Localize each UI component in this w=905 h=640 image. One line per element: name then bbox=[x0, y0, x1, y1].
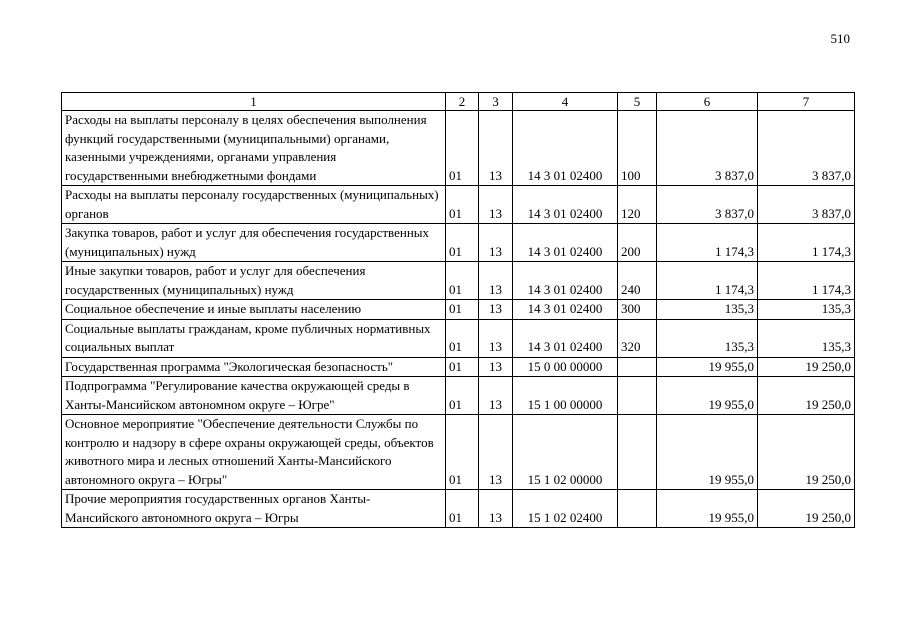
row-pr: 13 bbox=[479, 262, 513, 300]
row-sum-1: 135,3 bbox=[657, 300, 758, 320]
row-csr: 14 3 01 02400 bbox=[513, 186, 618, 224]
header-col-1: 1 bbox=[62, 93, 446, 111]
row-csr: 14 3 01 02400 bbox=[513, 262, 618, 300]
row-name: Государственная программа "Экологическая безопасность" bbox=[62, 357, 446, 377]
row-sum-1: 1 174,3 bbox=[657, 224, 758, 262]
row-sum-2: 135,3 bbox=[758, 300, 855, 320]
table-row bbox=[62, 300, 855, 320]
row-sum-1: 19 955,0 bbox=[657, 415, 758, 490]
row-csr: 14 3 01 02400 bbox=[513, 319, 618, 357]
row-pr: 13 bbox=[479, 415, 513, 490]
row-rz: 01 bbox=[446, 224, 479, 262]
row-sum-2: 1 174,3 bbox=[758, 224, 855, 262]
row-sum-2: 19 250,0 bbox=[758, 357, 855, 377]
header-row bbox=[62, 93, 855, 111]
row-csr: 14 3 01 02400 bbox=[513, 224, 618, 262]
row-sum-1: 19 955,0 bbox=[657, 490, 758, 528]
row-name: Социальные выплаты гражданам, кроме публичных нормативных социальных выплат bbox=[62, 319, 446, 357]
row-sum-1: 19 955,0 bbox=[657, 357, 758, 377]
row-sum-2: 19 250,0 bbox=[758, 377, 855, 415]
table-row bbox=[62, 490, 855, 528]
row-vr: 120 bbox=[618, 186, 657, 224]
row-vr: 100 bbox=[618, 111, 657, 186]
row-name: Прочие мероприятия государственных органов Ханты-Мансийского автономного округа – Югры bbox=[62, 490, 446, 528]
row-rz: 01 bbox=[446, 319, 479, 357]
row-sum-2: 3 837,0 bbox=[758, 186, 855, 224]
row-name: Расходы на выплаты персоналу в целях обеспечения выполнения функций государственными (муниципальными) органами, казенными учреждениями, органами управления государственными внебюджетными фондами bbox=[62, 111, 446, 186]
budget-table bbox=[61, 92, 855, 528]
row-vr bbox=[618, 357, 657, 377]
row-rz: 01 bbox=[446, 415, 479, 490]
row-sum-1: 135,3 bbox=[657, 319, 758, 357]
table-row bbox=[62, 186, 855, 224]
row-sum-2: 19 250,0 bbox=[758, 415, 855, 490]
row-pr: 13 bbox=[479, 186, 513, 224]
row-pr: 13 bbox=[479, 224, 513, 262]
row-sum-1: 3 837,0 bbox=[657, 186, 758, 224]
row-rz: 01 bbox=[446, 300, 479, 320]
row-rz: 01 bbox=[446, 357, 479, 377]
header-col-6: 6 bbox=[657, 93, 758, 111]
header-col-5: 5 bbox=[618, 93, 657, 111]
header-col-7: 7 bbox=[758, 93, 855, 111]
row-csr: 15 1 02 02400 bbox=[513, 490, 618, 528]
row-csr: 15 1 00 00000 bbox=[513, 377, 618, 415]
row-rz: 01 bbox=[446, 490, 479, 528]
table-row bbox=[62, 319, 855, 357]
table-row bbox=[62, 377, 855, 415]
row-sum-1: 1 174,3 bbox=[657, 262, 758, 300]
row-name: Социальное обеспечение и иные выплаты населению bbox=[62, 300, 446, 320]
row-rz: 01 bbox=[446, 186, 479, 224]
header-col-2: 2 bbox=[446, 93, 479, 111]
header-col-4: 4 bbox=[513, 93, 618, 111]
table-row bbox=[62, 415, 855, 490]
table-row bbox=[62, 357, 855, 377]
row-sum-2: 19 250,0 bbox=[758, 490, 855, 528]
row-vr bbox=[618, 415, 657, 490]
row-csr: 15 1 02 00000 bbox=[513, 415, 618, 490]
row-rz: 01 bbox=[446, 262, 479, 300]
row-vr: 240 bbox=[618, 262, 657, 300]
page-number: 510 bbox=[830, 31, 850, 46]
row-csr: 15 0 00 00000 bbox=[513, 357, 618, 377]
row-csr: 14 3 01 02400 bbox=[513, 111, 618, 186]
row-vr bbox=[618, 490, 657, 528]
table-row bbox=[62, 224, 855, 262]
row-rz: 01 bbox=[446, 111, 479, 186]
row-csr: 14 3 01 02400 bbox=[513, 300, 618, 320]
row-pr: 13 bbox=[479, 111, 513, 186]
row-sum-1: 19 955,0 bbox=[657, 377, 758, 415]
row-name: Подпрограмма "Регулирование качества окружающей среды в Ханты-Мансийском автономном округе – Югре" bbox=[62, 377, 446, 415]
row-vr: 200 bbox=[618, 224, 657, 262]
row-vr: 320 bbox=[618, 319, 657, 357]
row-pr: 13 bbox=[479, 377, 513, 415]
row-name: Закупка товаров, работ и услуг для обеспечения государственных (муниципальных) нужд bbox=[62, 224, 446, 262]
row-sum-2: 135,3 bbox=[758, 319, 855, 357]
row-sum-2: 3 837,0 bbox=[758, 111, 855, 186]
row-pr: 13 bbox=[479, 490, 513, 528]
row-name: Расходы на выплаты персоналу государственных (муниципальных) органов bbox=[62, 186, 446, 224]
row-sum-2: 1 174,3 bbox=[758, 262, 855, 300]
row-pr: 13 bbox=[479, 357, 513, 377]
header-col-3: 3 bbox=[479, 93, 513, 111]
table-row bbox=[62, 111, 855, 186]
row-pr: 13 bbox=[479, 300, 513, 320]
row-rz: 01 bbox=[446, 377, 479, 415]
row-vr: 300 bbox=[618, 300, 657, 320]
row-name: Иные закупки товаров, работ и услуг для обеспечения государственных (муниципальных) нужд bbox=[62, 262, 446, 300]
table-row bbox=[62, 262, 855, 300]
row-sum-1: 3 837,0 bbox=[657, 111, 758, 186]
row-vr bbox=[618, 377, 657, 415]
row-name: Основное мероприятие "Обеспечение деятельности Службы по контролю и надзору в сфере охраны окружающей среды, объектов животного мира и лесных отношений Ханты-Мансийского автономного округа – Югры" bbox=[62, 415, 446, 490]
row-pr: 13 bbox=[479, 319, 513, 357]
